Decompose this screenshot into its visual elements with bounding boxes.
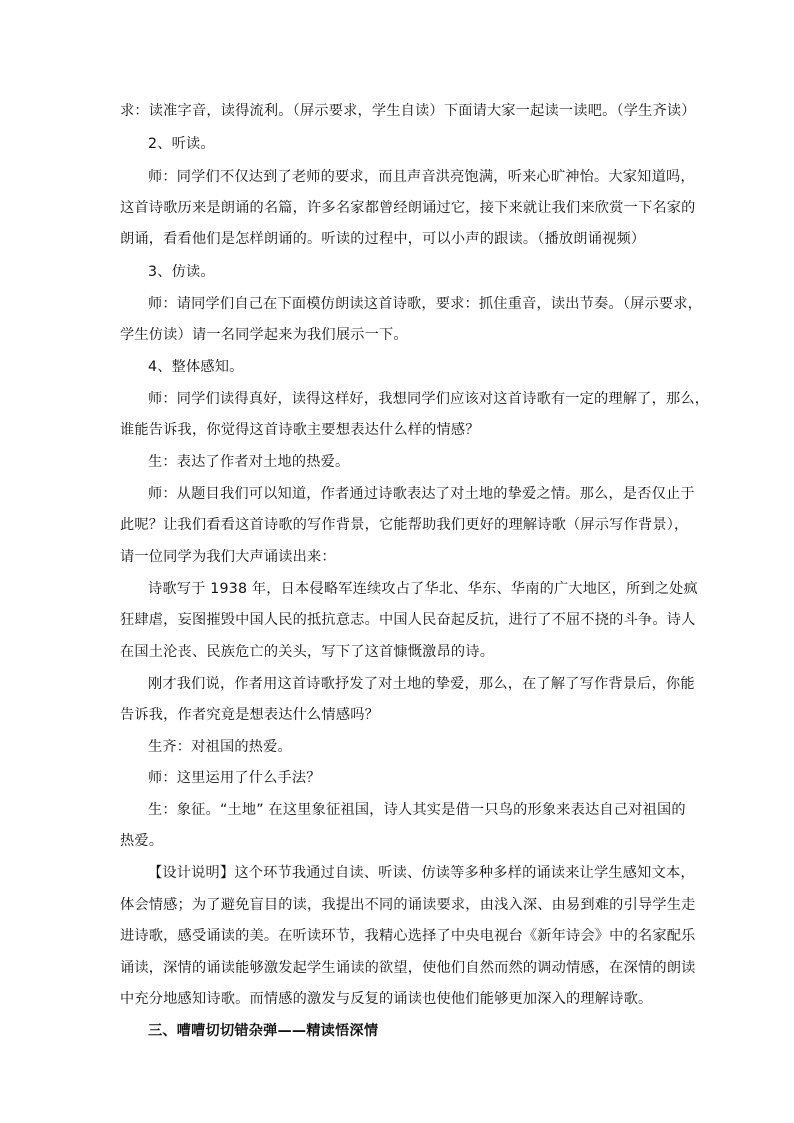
paragraph-line: 生齐：对祖国的热爱。 [148, 739, 292, 755]
paragraph-line: 师：从题目我们可以知道，作者通过诗歌表达了对土地的挚爱之情。那么，是否仅止于 [148, 486, 695, 502]
paragraph-line: 刚才我们说，作者用这首诗歌抒发了对土地的挚爱，那么，在了解了写作背景后，你能 [148, 676, 695, 692]
paragraph-line: 师：同学们读得真好，读得这样好，我想同学们应该对这首诗歌有一定的理解了，那么， [148, 391, 710, 407]
design-note-line: 体会情感；为了避免盲目的读，我提出不同的诵读要求，由浅入深、由易到难的引导学生走 [120, 897, 696, 913]
paragraph-line: 请一位同学为我们大声诵读出来： [120, 549, 336, 565]
section-heading-close-reading: 三、嘈嘈切切错杂弹——精读悟深情 [148, 1023, 379, 1039]
paragraph-line: 朗诵，看看他们是怎样朗诵的。听读的过程中，可以小声的跟读。（播放朗诵视频） [120, 231, 646, 247]
design-note-line: 【设计说明】这个环节我通过自读、听读、仿读等多种多样的诵读来让学生感知文本， [148, 865, 695, 881]
design-note-line: 进诗歌，感受诵读的美。在听读环节，我精心选择了中央电视台《新年诗会》中的名家配乐 [120, 928, 696, 944]
paragraph-line: 师：同学们不仅达到了老师的要求，而且声音洪亮饱满，听来心旷神怡。大家知道吗， [148, 169, 695, 185]
design-note-line: 中充分地感知诗歌。而情感的激发与反复的诵读也使他们能够更加深入的理解诗歌。 [120, 991, 653, 1007]
paragraph-line: 生：表达了作者对土地的热爱。 [148, 454, 350, 470]
design-note-line: 诵读，深情的诵读能够激发起学生诵读的欲望，使他们自然而然的调动情感，在深情的朗读 [120, 960, 696, 976]
paragraph-line: 告诉我，作者究竟是想表达什么情感吗？ [120, 707, 379, 723]
section-heading-imitate: 3、仿读。 [148, 264, 215, 280]
paragraph-line: 狂肆虐，妄图摧毁中国人民的抵抗意志。中国人民奋起反抗，进行了不屈不挠的斗争。诗人 [120, 612, 696, 628]
paragraph-line: 学生仿读）请一名同学起来为我们展示一下。 [120, 327, 408, 343]
paragraph-line: 师：这里运用了什么手法？ [148, 770, 321, 786]
paragraph-line: 生：象征。“土地” 在这里象征祖国，诗人其实是借一只鸟的形象来表达自己对祖国的 [148, 802, 686, 818]
section-heading-overall: 4、整体感知。 [148, 359, 244, 375]
paragraph-line: 谁能告诉我，你觉得这首诗歌主要想表达什么样的情感？ [120, 422, 480, 438]
paragraph-line: 此呢？让我们看看这首诗歌的写作背景，它能帮助我们更好的理解诗歌（屏示写作背景）， [120, 517, 689, 533]
paragraph-line: 师：请同学们自己在下面模仿朗读这首诗歌，要求：抓住重音，读出节奏。（屏示要求， [148, 296, 703, 312]
paragraph-line: 这首诗歌历来是朗诵的名篇，许多名家都曾经朗诵过它，接下来就让我们来欣赏一下名家的 [120, 200, 696, 216]
paragraph-line: 诗歌写于 1938 年，日本侵略军连续攻占了华北、华东、华南的广大地区，所到之处疯 [148, 581, 698, 597]
section-heading-listen: 2、听读。 [148, 136, 215, 152]
paragraph-line: 热爱。 [120, 833, 164, 849]
paragraph-line: 求：读准字音，读得流利。（屏示要求，学生自读）下面请大家一起读一读吧。（学生齐读） [120, 103, 696, 119]
paragraph-line: 在国土沦丧、民族危亡的关头，写下了这首慷慨激昂的诗。 [120, 644, 495, 660]
